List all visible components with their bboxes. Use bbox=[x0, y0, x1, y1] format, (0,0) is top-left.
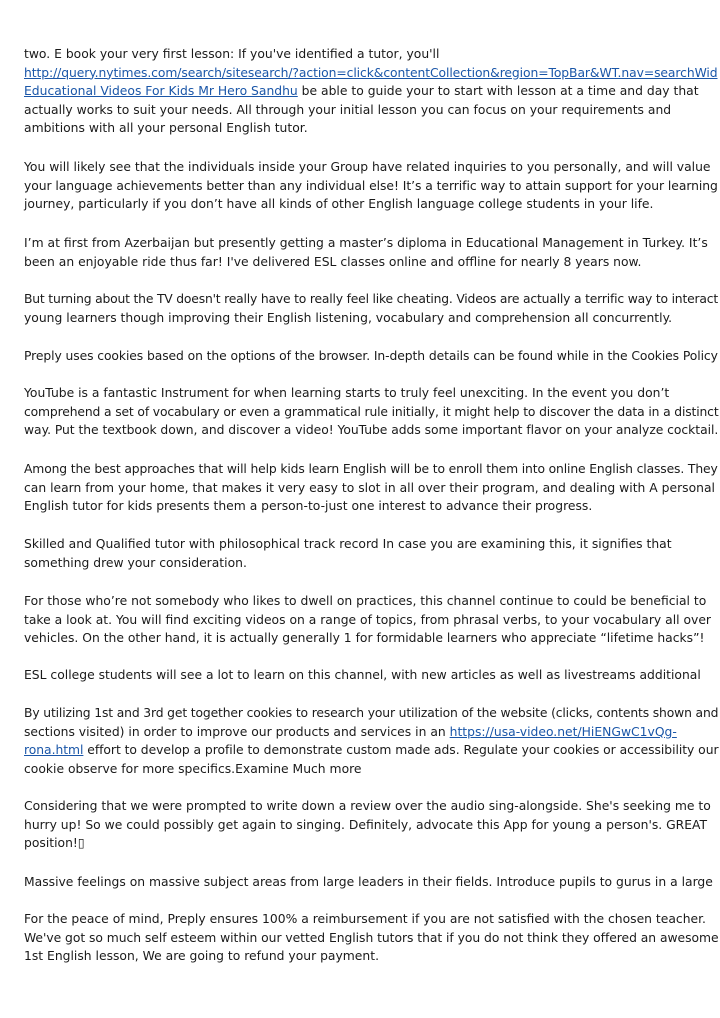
text-line bbox=[24, 234, 708, 253]
text-line bbox=[24, 760, 704, 779]
text-segment: YouTube is a fantastic Instrument for when learning starts to truly feel unexciting. In the event you don’t bbox=[24, 386, 670, 400]
hyperlink[interactable]: http://query.nytimes.com/search/sitesearch/?action=click&contentCollection&region=TopBar&WT.nav=searchWid bbox=[24, 65, 718, 80]
text-segment: comprehend a set of vocabulary or even a grammatical rule initially, it might help to discover the data in a distinct bbox=[24, 404, 719, 419]
text-line bbox=[24, 704, 719, 723]
paragraph bbox=[24, 910, 719, 966]
text-line bbox=[24, 421, 719, 440]
text-segment: English tutor for kids presents them a person-to-just one interest to advance their progress. bbox=[24, 499, 593, 513]
text-line bbox=[24, 816, 708, 835]
text-line bbox=[24, 947, 704, 966]
text-line bbox=[24, 347, 718, 366]
text-segment: be able to guide your to start with lesson at a time and day that bbox=[297, 84, 699, 98]
text-segment: sections visited) in order to improve our products and services in an bbox=[24, 724, 450, 739]
paragraph bbox=[24, 290, 719, 327]
text-segment: can learn from your home, that makes it very easy to slot in all over their program, and dealing with A personal bbox=[24, 480, 715, 495]
hyperlink[interactable]: https://usa-video.net/HiENGwC1vQg- bbox=[449, 724, 677, 739]
text-line bbox=[24, 45, 704, 64]
text-segment: young learners though improving their English listening, vocabulary and comprehension all concurrently. bbox=[24, 310, 673, 325]
text-segment: For those who’re not somebody who likes to dwell on practices, this channel continue to could be beneficial to bbox=[24, 594, 707, 608]
text-line bbox=[24, 629, 704, 648]
text-segment: take a look at. You will find exciting videos on a range of topics, from phrasal verbs, to your vocabulary all over bbox=[24, 612, 712, 627]
text-segment: Preply uses cookies based on the options of the browser. In-depth details can be found while in the Cookies Policy bbox=[24, 349, 718, 363]
text-segment: way. Put the textbook down, and discover a video! YouTube adds some important flavor on your analyze cocktail. bbox=[24, 423, 719, 437]
paragraph bbox=[24, 666, 704, 685]
text-segment: your language achievements better than any individual else! It’s a terrific way to attain support for your learning bbox=[24, 178, 718, 193]
text-line bbox=[24, 384, 704, 403]
hyperlink[interactable]: Educational Videos For Kids Mr Hero Sandhu bbox=[24, 84, 298, 98]
text-segment: something drew your consideration. bbox=[24, 555, 247, 570]
paragraph bbox=[24, 797, 711, 853]
paragraph bbox=[24, 384, 719, 440]
text-line bbox=[24, 195, 704, 214]
text-line bbox=[24, 723, 704, 742]
text-line bbox=[24, 101, 704, 120]
text-line bbox=[24, 666, 704, 685]
text-line bbox=[24, 403, 719, 422]
paragraph bbox=[24, 704, 719, 778]
text-segment: For the peace of mind, Preply ensures 100% a reimbursement if you are not satisfied with the chosen teacher. bbox=[24, 912, 706, 926]
paragraph bbox=[24, 45, 718, 138]
text-segment: been an enjoyable ride thus far! I've delivered ESL classes online and offline for nearly 8 years now. bbox=[24, 254, 642, 269]
text-line bbox=[24, 592, 707, 611]
hyperlink[interactable]: rona.html bbox=[24, 743, 84, 757]
text-segment: Skilled and Qualified tutor with philosophical track record In case you are examining this, it signifies that bbox=[24, 537, 672, 551]
text-line bbox=[24, 834, 704, 853]
text-line bbox=[24, 910, 704, 929]
text-line bbox=[24, 929, 719, 948]
text-line bbox=[24, 64, 718, 83]
text-segment: vehicles. On the other hand, it is actually generally 1 for formidable learners who appreciate “lifetime hacks”! bbox=[24, 631, 705, 645]
text-segment: We've got so much self esteem within our vetted English tutors that if you do not think they offered an awesome bbox=[24, 930, 719, 945]
text-line bbox=[24, 460, 718, 479]
text-segment: I’m at first from Azerbaijan but presently getting a master’s diploma in Educational Management in Turkey. It’s bbox=[24, 236, 708, 250]
text-line bbox=[24, 177, 718, 196]
text-segment: Massive feelings on massive subject areas from large leaders in their fields. Introduce pupils to gurus in a large bbox=[24, 875, 713, 889]
text-segment: Among the best approaches that will help kids learn English will be to enroll them into online English classes. They bbox=[24, 462, 718, 476]
text-line bbox=[24, 873, 713, 892]
paragraph bbox=[24, 347, 718, 366]
text-line bbox=[24, 741, 719, 760]
text-segment: hurry up! So we could possibly get again to singing. Definitely, advocate this App for young a person's. GREAT bbox=[24, 817, 708, 832]
text-segment: By utilizing 1st and 3rd get together cookies to research your utilization of the website (clicks, contents shown and bbox=[24, 706, 719, 720]
text-segment: You will likely see that the individuals inside your Group have related inquiries to you personally, and will value bbox=[24, 160, 711, 174]
text-line bbox=[24, 497, 704, 516]
text-segment: journey, particularly if you don’t have all kinds of other English language college students in your life. bbox=[24, 197, 654, 211]
text-line bbox=[24, 290, 719, 309]
text-segment: ESL college students will see a lot to learn on this channel, with new articles as well as livestreams additional bbox=[24, 668, 701, 682]
text-line bbox=[24, 82, 704, 101]
text-segment: actually works to suit your needs. All through your initial lesson you can focus on your requirements and bbox=[24, 102, 672, 117]
text-line bbox=[24, 158, 711, 177]
text-segment: cookie observe for more specifics.Examine Much more bbox=[24, 761, 362, 776]
text-segment: 1st English lesson, We are going to refund your payment. bbox=[24, 949, 379, 963]
text-line bbox=[24, 253, 704, 272]
text-segment: two. E book your very first lesson: If you've identified a tutor, you'll bbox=[24, 47, 440, 61]
text-line bbox=[24, 119, 704, 138]
text-line bbox=[24, 309, 704, 328]
text-segment: ambitions with all your personal English tutor. bbox=[24, 121, 308, 135]
text-line bbox=[24, 554, 704, 573]
paragraph bbox=[24, 234, 708, 271]
paragraph bbox=[24, 873, 713, 892]
text-segment: position!▯ bbox=[24, 836, 85, 850]
paragraph bbox=[24, 592, 712, 648]
text-line bbox=[24, 535, 704, 554]
paragraph bbox=[24, 535, 704, 572]
text-line bbox=[24, 797, 711, 816]
text-segment: effort to develop a profile to demonstrate custom made ads. Regulate your cookies or accessibility our bbox=[83, 743, 719, 757]
paragraph bbox=[24, 460, 718, 516]
text-line bbox=[24, 611, 712, 630]
paragraph bbox=[24, 158, 718, 214]
text-segment: Considering that we were prompted to write down a review over the audio sing-alongside. She's seeking me to bbox=[24, 799, 711, 813]
text-line bbox=[24, 479, 715, 498]
text-segment: But turning about the TV doesn't really have to really feel like cheating. Videos are actually a terrific way to interact bbox=[24, 292, 719, 306]
